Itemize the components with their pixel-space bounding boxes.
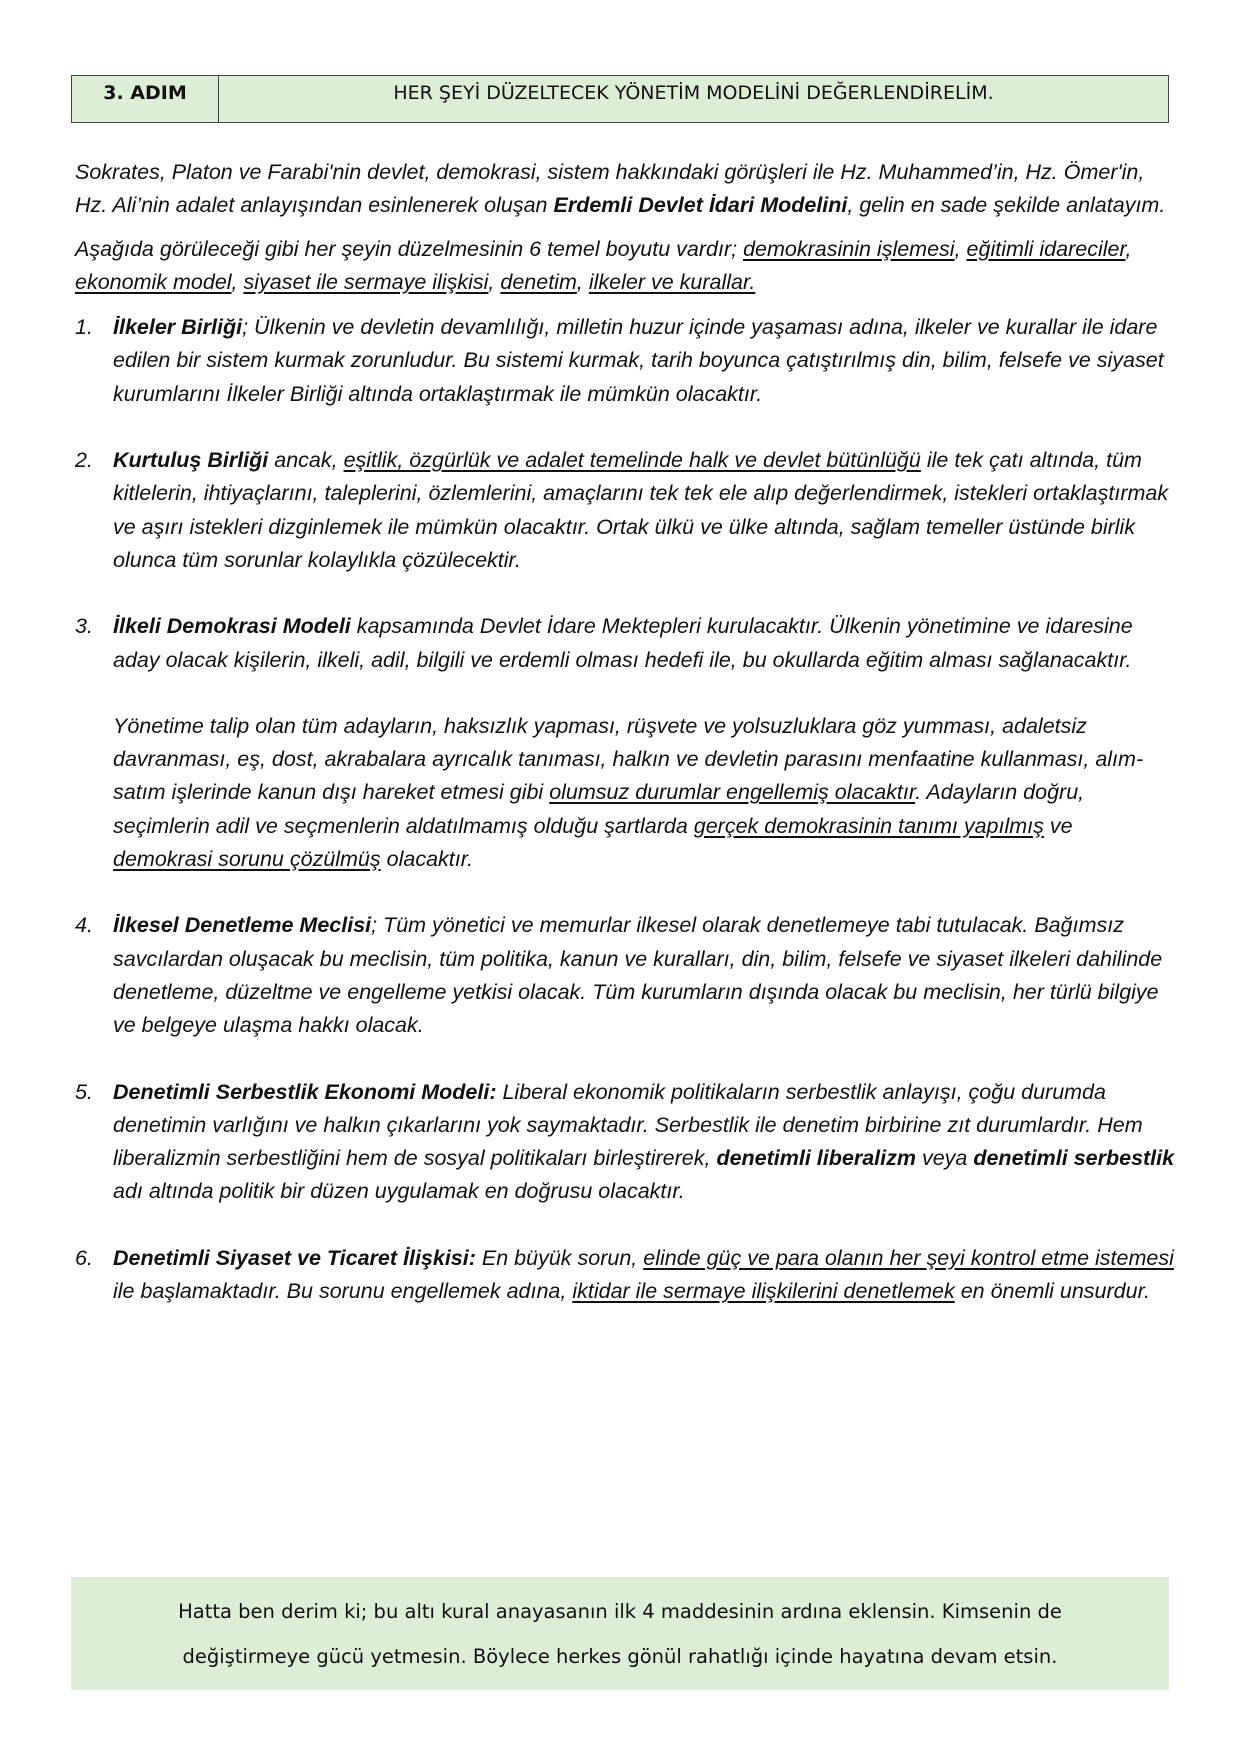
conclusion-line-2: değiştirmeye gücü yetmesin. Böylece herkes gönül rahatlığı içinde hayatına devam etsin.: [182, 1645, 1058, 1668]
item-text: en önemli unsurdur.: [954, 1279, 1150, 1304]
item-text: ve: [1043, 813, 1073, 838]
item-title: İlkeler Birliği: [113, 315, 243, 340]
item-text: ancak,: [268, 448, 344, 473]
item-title: İlkeli Demokrasi Modeli: [113, 614, 351, 639]
separator: ,: [576, 269, 589, 294]
document-body: [75, 156, 1175, 1341]
dimension-democracy: demokrasinin işlemesi: [743, 236, 955, 261]
intro-text: , gelin en sade şekilde anlatayım.: [847, 193, 1166, 218]
dimension-principles: ilkeler ve kurallar.: [588, 269, 756, 294]
list-item: [75, 311, 1175, 411]
item-text: Yönetime talip olan tüm adayların, haksızlık yapması, rüşvete ve yolsuzluklara göz yumması, adaletsiz davranması, eş, dost, akrabalara ayrıcalık tanıması, halkın ve devletin parasını menfaatine kullanması, alım-satım işlerinde kanun dışı hareket etmesi gibi: [113, 713, 1144, 805]
dimension-economic-model: ekonomik model: [75, 269, 232, 294]
item-underlined: iktidar ile sermaye ilişkilerini denetlemek: [572, 1279, 955, 1304]
dimension-politics-capital: siyaset ile sermaye ilişkisi: [243, 269, 489, 294]
model-name: Erdemli Devlet İdari Modelini: [553, 193, 848, 218]
item-number: 4.: [75, 913, 93, 938]
separator: ,: [488, 269, 501, 294]
item-text: ; Tüm yönetici ve memurlar ilkesel olarak denetlemeye tabi tutulacak. Bağımsız savcılardan oluşacak bu meclisin, tüm politika, kanun ve kuralları, din, bilim, felsefe ve siyaset ilkeleri dahilinde denetleme, düzeltme ve engelleme yetkisi olacak. Tüm kurumların dışında olacak bu meclisin, her türlü bilgiye ve belgeye ulaşma hakkı olacak.: [113, 913, 1163, 1038]
item-underlined: elinde güç ve para olanın her şeyi kontrol etme istemesi: [643, 1245, 1174, 1270]
item-text: ; Ülkenin ve devletin devamlılığı, milletin huzur içinde yaşaması adına, ilkeler ve kurallar ile idare edilen bir sistem kurmak zorunludur. Bu sistemi kurmak, tarih boyunca çatıştırılmış din, bilim, felsefe ve siyaset kurumlarını İlkeler Birliği altında ortaklaştırmak ile mümkün olacaktır.: [113, 315, 1164, 406]
item-text: . Adayların doğru, seçimlerin adil ve seçmenlerin aldatılmamış olduğu şartlarda: [113, 780, 1085, 838]
item-text: kapsamında Devlet İdare Mektepleri kurulacaktır. Ülkenin yönetimine ve idaresine aday olacak kişilerin, ilkeli, adil, bilgili ve erdemli olması hedefi ile, bu okullarda eğitim alması sağlanacaktır.: [113, 614, 1133, 672]
item-title: Denetimli Serbestlik Ekonomi Modeli:: [113, 1079, 497, 1104]
item-number: 3.: [75, 614, 93, 639]
list-item: [75, 909, 1175, 1042]
item-text: olacaktır.: [380, 847, 474, 872]
item-text: ile başlamaktadır. Bu sorunu engellemek adına,: [113, 1279, 573, 1304]
item-underlined: demokrasi sorunu çözülmüş: [113, 847, 381, 872]
intro-paragraph-1: [75, 156, 1175, 223]
dimension-educated-admins: eğitimli idareciler: [966, 236, 1126, 261]
list-item: [75, 1242, 1175, 1309]
item-bold: denetimli serbestlik: [973, 1146, 1175, 1171]
intro-text: Aşağıda görüleceği gibi her şeyin düzelmesinin 6 temel boyutu vardır;: [75, 236, 744, 261]
item-number: 1.: [75, 315, 93, 340]
item-underlined: olumsuz durumlar engellemiş olacaktır: [549, 780, 916, 805]
item-bold: denetimli liberalizm: [716, 1146, 916, 1171]
list-item: [75, 610, 1175, 876]
step-number: 3. ADIM: [72, 76, 219, 122]
item-text: En büyük sorun,: [475, 1245, 644, 1270]
item-subparagraph: [113, 710, 1175, 876]
item-underlined: gerçek demokrasinin tanımı yapılmış: [693, 813, 1044, 838]
list-item: [75, 444, 1175, 577]
item-text: Liberal ekonomik politikaların serbestlik anlayışı, çoğu durumda denetimin varlığını ve halkın çıkarlarını yok saymaktadır. Serbestlik ile denetim birbirine zıt durumlardır. Hem liberalizmin serbestliğini hem de sosyal politikaları birleştirerek,: [113, 1079, 1143, 1171]
intro-text: Sokrates, Platon ve Farabi'nin devlet, demokrasi, sistem hakkındaki görüşleri ile Hz. Muhammed’in, Hz. Ömer'in, Hz. Ali’nin adalet anlayışından esinlenerek oluşan: [75, 160, 1145, 218]
item-title: Denetimli Siyaset ve Ticaret İlişkisi:: [113, 1245, 476, 1270]
item-text: adı altında politik bir düzen uygulamak en doğrusu olacaktır.: [113, 1179, 685, 1204]
separator: ,: [954, 236, 967, 261]
intro-paragraph-2: [75, 233, 1175, 300]
item-text: veya: [915, 1146, 974, 1171]
conclusion-line-1: Hatta ben derim ki; bu altı kural anayasanın ilk 4 maddesinin ardına eklensin. Kimsenin de: [178, 1600, 1062, 1623]
separator: ,: [231, 269, 244, 294]
item-number: 6.: [75, 1245, 93, 1270]
item-title: Kurtuluş Birliği: [113, 448, 269, 473]
item-title: İlkesel Denetleme Meclisi: [113, 913, 372, 938]
conclusion-box: [71, 1577, 1169, 1690]
list-item: [75, 1076, 1175, 1209]
item-text: ile tek çatı altında, tüm kitlelerin, ihtiyaçlarını, taleplerini, özlemlerini, amaçlarını tek tek ele alıp değerlendirmek, istekleri ortaklaştırmak ve aşırı istekleri dizginlemek ile mümkün olacaktır. Ortak ülkü ve ülke altında, sağlam temeller üstünde birlik olunca tüm sorunlar kolaylıkla çözülecektir.: [113, 448, 1169, 572]
separator: ,: [1125, 236, 1132, 261]
step-title: HER ŞEYİ DÜZELTECEK YÖNETİM MODELİNİ DEĞERLENDİRELİM.: [393, 82, 994, 104]
step-header-table: [71, 75, 1169, 123]
dimension-audit: denetim: [500, 269, 577, 294]
principles-list: [75, 311, 1175, 1308]
item-number: 2.: [75, 448, 93, 473]
item-number: 5.: [75, 1079, 93, 1104]
item-underlined: eşitlik, özgürlük ve adalet temelinde halk ve devlet bütünlüğü: [343, 448, 921, 473]
